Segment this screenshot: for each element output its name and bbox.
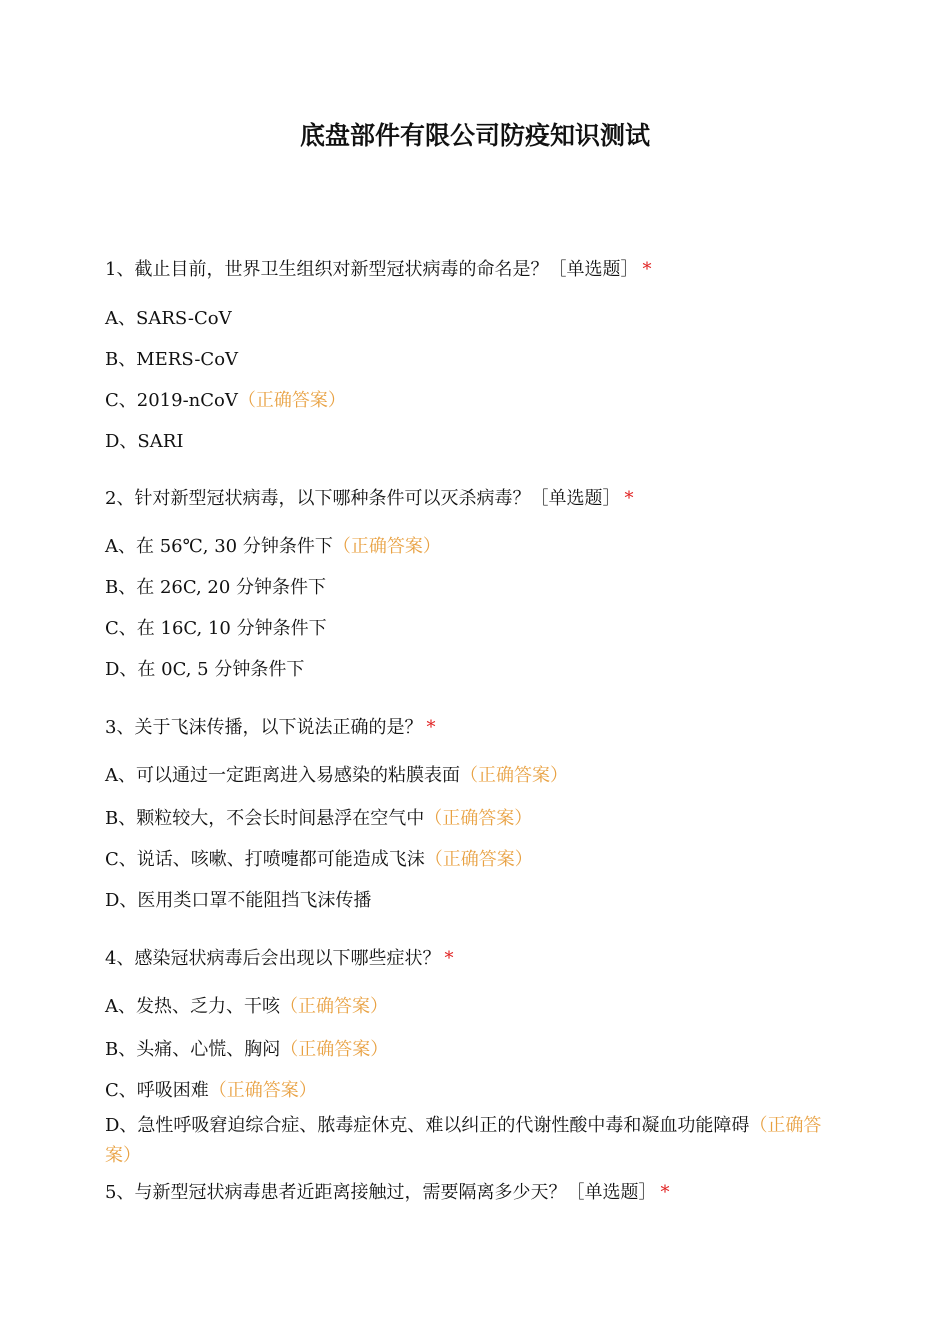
question-4-option-a xyxy=(105,993,388,1021)
question-1-option-d xyxy=(105,428,183,456)
question-4-text xyxy=(105,945,453,973)
option-text: C、2019-nCoV xyxy=(105,390,238,411)
correct-answer-tag: （正确答案） xyxy=(460,765,568,786)
question-4-option-c xyxy=(105,1077,317,1105)
option-text: A、可以通过一定距离进入易感染的粘膜表面 xyxy=(105,765,460,786)
required-mark: * xyxy=(426,717,436,738)
question-1-text xyxy=(105,256,651,284)
question-3-option-a xyxy=(105,762,568,790)
option-text: D、在 0C, 5 分钟条件下 xyxy=(105,659,305,680)
correct-answer-tag: （正确答案） xyxy=(280,1039,389,1060)
question-4-option-d xyxy=(105,1111,845,1171)
option-text: B、头痛、心慌、胸闷 xyxy=(105,1039,281,1060)
page-title: 底盘部件有限公司防疫知识测试 xyxy=(299,121,650,150)
correct-answer-tag: （正确答案） xyxy=(332,536,441,557)
question-3-option-c xyxy=(105,846,533,874)
option-text: C、呼吸困难 xyxy=(105,1080,209,1101)
option-text: B、颗粒较大，不会长时间悬浮在空气中 xyxy=(105,808,425,829)
required-mark: * xyxy=(444,948,454,969)
required-mark: * xyxy=(660,1182,670,1203)
question-1-option-a xyxy=(105,305,232,333)
option-text: D、SARI xyxy=(105,431,184,452)
question-2-option-c xyxy=(105,615,327,643)
required-mark: * xyxy=(624,488,634,509)
correct-answer-tag: （正确答案） xyxy=(280,996,388,1017)
option-text: C、在 16C, 10 分钟条件下 xyxy=(105,618,327,639)
question-2-option-b xyxy=(105,574,326,602)
question-3-option-d xyxy=(105,887,371,915)
question-1-option-b xyxy=(105,346,238,374)
required-mark: * xyxy=(642,259,652,280)
correct-answer-tag: （正确答案） xyxy=(424,849,533,870)
option-text: B、MERS-CoV xyxy=(105,349,239,370)
option-text: A、在 56℃, 30 分钟条件下 xyxy=(105,536,333,557)
correct-answer-tag: （正确答案） xyxy=(105,1115,822,1166)
question-3-text xyxy=(105,714,435,742)
question-text: 3、关于飞沫传播，以下说法正确的是？ xyxy=(105,717,423,738)
question-2-option-d xyxy=(105,656,304,684)
correct-answer-tag: （正确答案） xyxy=(237,390,346,411)
option-text: A、发热、乏力、干咳 xyxy=(105,996,280,1017)
option-text: A、SARS-CoV xyxy=(105,308,232,329)
question-3-option-b xyxy=(105,805,532,833)
correct-answer-tag: （正确答案） xyxy=(208,1080,317,1101)
question-2-option-a xyxy=(105,533,441,561)
question-1-option-c xyxy=(105,387,346,415)
option-text: D、医用类口罩不能阻挡飞沫传播 xyxy=(105,890,372,911)
question-5-text xyxy=(105,1179,669,1207)
question-4-option-b xyxy=(105,1036,388,1064)
question-text: 2、针对新型冠状病毒，以下哪种条件可以灭杀病毒？［单选题］ xyxy=(105,488,621,509)
question-2-text xyxy=(105,485,633,513)
option-text: C、说话、咳嗽、打喷嚏都可能造成飞沫 xyxy=(105,849,425,870)
question-text: 5、与新型冠状病毒患者近距离接触过，需要隔离多少天？［单选题］ xyxy=(105,1182,657,1203)
option-text: D、急性呼吸窘迫综合症、脓毒症休克、难以纠正的代谢性酸中毒和凝血功能障碍 xyxy=(105,1115,750,1136)
question-text: 4、感染冠状病毒后会出现以下哪些症状？ xyxy=(105,948,441,969)
option-text: B、在 26C, 20 分钟条件下 xyxy=(105,577,327,598)
question-text: 1、截止目前，世界卫生组织对新型冠状病毒的命名是？［单选题］ xyxy=(105,259,639,280)
correct-answer-tag: （正确答案） xyxy=(424,808,533,829)
